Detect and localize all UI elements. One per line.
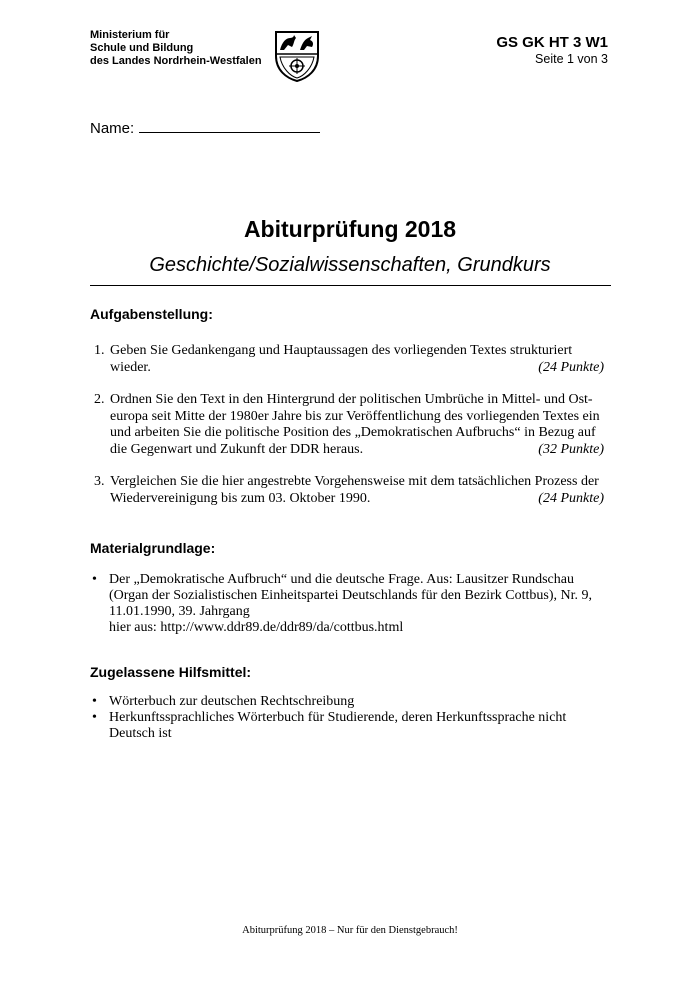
ministry-line: Ministerium für bbox=[90, 29, 170, 41]
task-line-last: (24 Punkte) Wiedervereinigung bis zum 03. Oktober 1990. bbox=[110, 490, 604, 506]
ministry-line: des Landes Nordrhein-Westfalen bbox=[90, 55, 262, 67]
task-line: Vergleichen Sie die hier angestrebte Vorgehensweise mit dem tatsächlichen Prozess der bbox=[110, 474, 599, 489]
page-footer: Abiturprüfung 2018 – Nur für den Dienstgebrauch! bbox=[242, 925, 458, 936]
bullet-icon: • bbox=[92, 710, 97, 725]
exam-code: GS GK HT 3 W1 bbox=[496, 34, 608, 51]
task-line: Ordnen Sie den Text in den Hintergrund der politischen Umbrüche in Mittel- und Ost- bbox=[110, 392, 593, 407]
bullet-icon: • bbox=[92, 572, 97, 587]
task-points: (24 Punkte) bbox=[538, 490, 604, 506]
task-line: Geben Sie Gedankengang und Hauptaussagen des vorliegenden Textes strukturiert bbox=[110, 343, 573, 358]
task-item bbox=[90, 474, 604, 507]
bullet-icon: • bbox=[92, 694, 97, 709]
source-url: hier aus: http://www.ddr89.de/ddr89/da/cottbus.html bbox=[109, 620, 404, 635]
aid-item: • Herkunftssprachliches Wörterbuch für Studierende, deren Herkunftssprache nicht Deutsch ist bbox=[92, 710, 567, 741]
task-line: und arbeiten Sie die politische Position des „Demokratischen Aufbruchs“ in Bezug auf bbox=[110, 425, 596, 440]
name-field bbox=[90, 118, 320, 137]
aids-list bbox=[90, 694, 604, 742]
aid-item: • Wörterbuch zur deutschen Rechtschreibung bbox=[92, 694, 355, 709]
task-line: europa seit Mitte der 1980er Jahre bis zur Veröffentlichung des vorliegenden Textes ein bbox=[110, 408, 600, 424]
ministry-name bbox=[90, 29, 262, 68]
exam-code-block bbox=[496, 34, 608, 67]
material-item: • Der „Demokratische Aufbruch“ und die deutsche Frage. Aus: Lausitzer Rundschau (Organ der Sozialistischen Einheitspartei Deutschlands für den Bezirk Cottbus), Nr. 9, 11.01.1990, 39. Jahrgang hier aus: http://www.ddr89.de/ddr89/da/cottbus.html bbox=[90, 572, 604, 636]
page-subtitle: Geschichte/Sozialwissenschaften, Grundkurs bbox=[149, 254, 551, 276]
task-list bbox=[90, 343, 604, 523]
page-number: Seite 1 von 3 bbox=[535, 52, 608, 66]
title-divider bbox=[90, 285, 611, 286]
task-line-last: (24 Punkte) wieder. bbox=[110, 359, 604, 375]
nrw-coat-of-arms-icon bbox=[272, 30, 322, 82]
page-title: Abiturprüfung 2018 bbox=[243, 216, 457, 242]
task-item bbox=[90, 392, 604, 458]
material-list bbox=[90, 572, 604, 636]
task-points: (24 Punkte) bbox=[538, 359, 604, 375]
task-line-last: (32 Punkte) die Gegenwart und Zukunft der DDR heraus. bbox=[110, 441, 604, 457]
material-heading: Materialgrundlage: bbox=[90, 540, 216, 556]
aids-heading: Zugelassene Hilfsmittel: bbox=[90, 664, 252, 680]
task-item bbox=[90, 343, 604, 376]
task-number: 1. bbox=[94, 343, 105, 358]
task-number: 2. bbox=[94, 392, 105, 407]
name-label: Name: bbox=[90, 120, 135, 137]
task-points: (32 Punkte) bbox=[538, 441, 604, 457]
tasks-heading: Aufgabenstellung: bbox=[90, 306, 213, 322]
name-blank-line[interactable] bbox=[139, 118, 320, 133]
task-number: 3. bbox=[94, 474, 105, 489]
ministry-line: Schule und Bildung bbox=[90, 42, 194, 54]
